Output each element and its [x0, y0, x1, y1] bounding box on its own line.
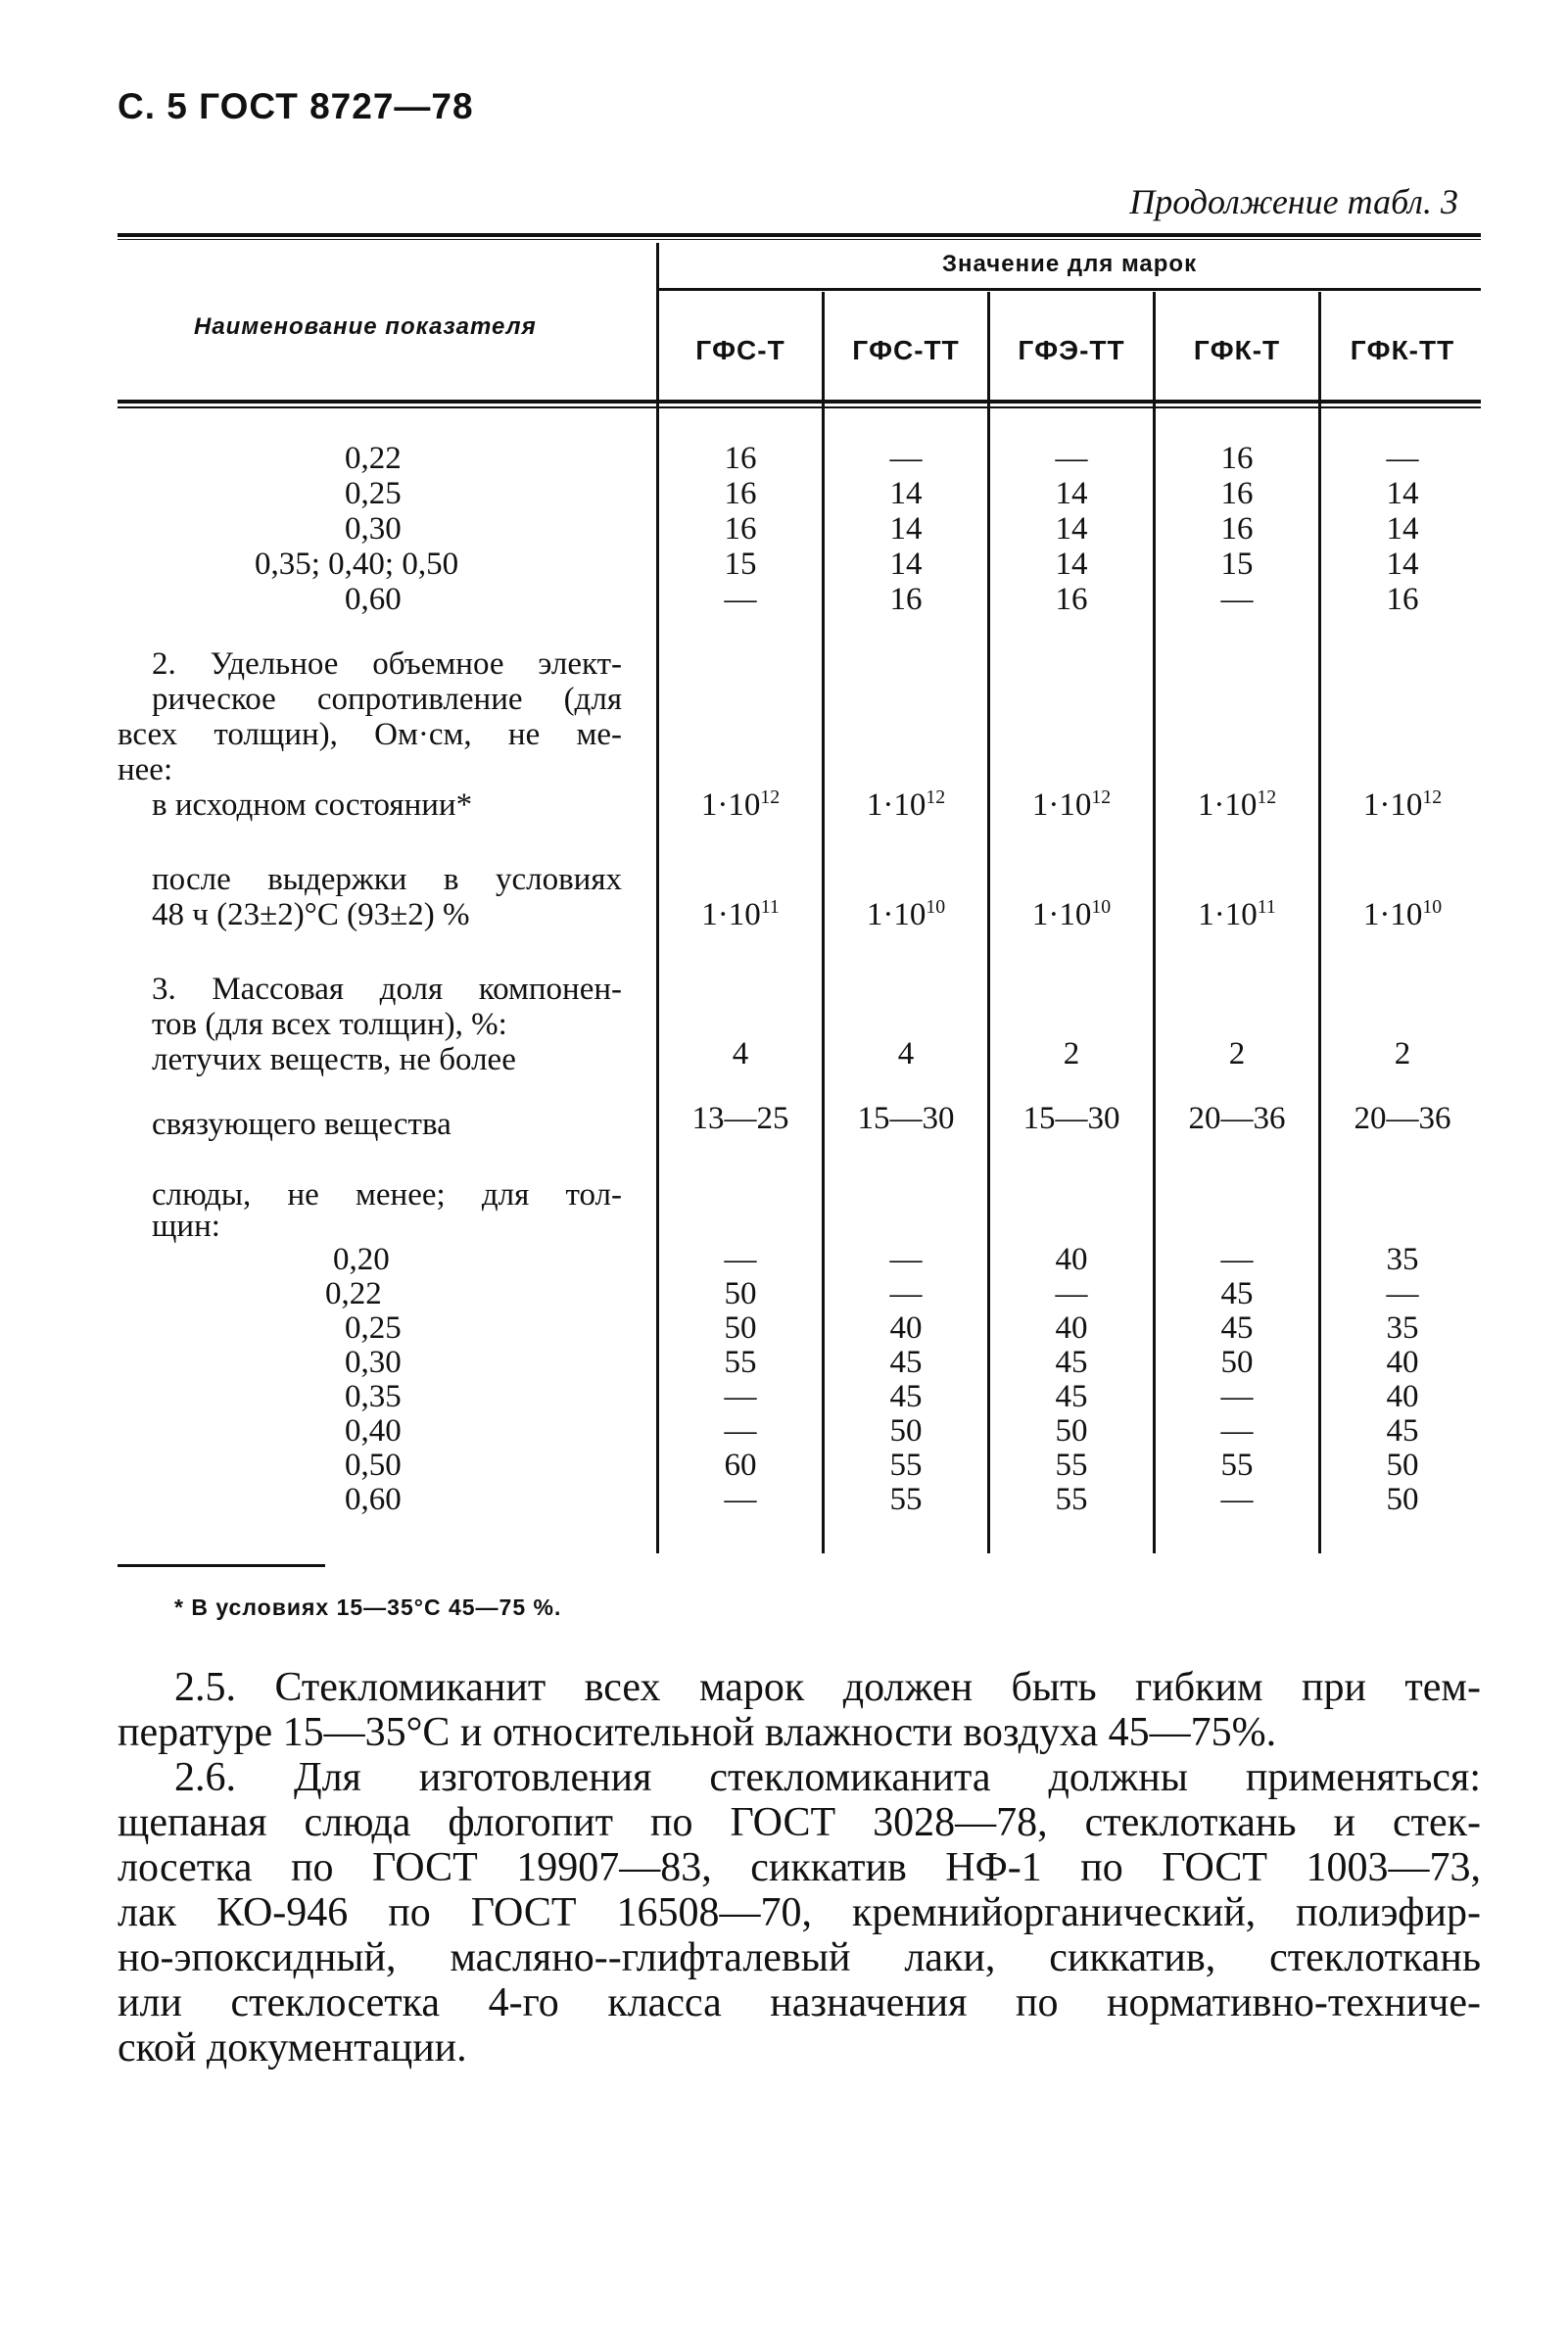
resistivity-value: [989, 787, 1154, 823]
resistivity-value: [1320, 897, 1485, 932]
section-3-title-line: тов (для всех толщин), %:: [152, 1007, 507, 1042]
resistivity-mantissa: 1·10: [701, 897, 761, 932]
paragraph-2-6-line: но-эпоксидный, масляно--глифталевый лаки, сиккатив, стеклоткань: [118, 1935, 1481, 1980]
resistivity-value: [658, 897, 823, 932]
table-cell: —: [1220, 1242, 1254, 1277]
table-cell: 20—36: [1188, 1101, 1286, 1136]
table-cell: 14: [889, 511, 923, 547]
table-cell: —: [1220, 1379, 1254, 1414]
table-cell: 14: [1055, 476, 1088, 511]
table-cell: 15: [1220, 547, 1254, 582]
table-cell: —: [724, 1482, 757, 1517]
resistivity-mantissa: 1·10: [1362, 897, 1423, 932]
initial-state-label: в исходном состоянии*: [152, 787, 473, 823]
thickness-label: 0,25: [345, 476, 402, 511]
table-cell: 14: [1055, 547, 1088, 582]
table-cell: —: [889, 1242, 923, 1277]
resistivity-exponent: 10: [1091, 896, 1112, 918]
paragraph-2-5-line: пературе 15—35°С и относительной влажности воздуха 45—75%.: [118, 1710, 1277, 1755]
table-cell: 16: [1055, 582, 1088, 617]
thickness-label: 0,60: [345, 582, 402, 617]
table-cell: 45: [1386, 1413, 1419, 1449]
table-cell: 55: [1055, 1482, 1088, 1517]
section-2-title-line: всех толщин), Ом·см, не ме-: [118, 717, 622, 752]
table-cell: —: [724, 582, 757, 617]
table-cell: 35: [1386, 1242, 1419, 1277]
resistivity-mantissa: 1·10: [1031, 897, 1092, 932]
table-cell: 14: [889, 547, 923, 582]
mica-thickness-label: 0,50: [345, 1448, 402, 1483]
mica-thickness-label: 0,20: [333, 1242, 390, 1277]
resistivity-value: [658, 787, 823, 823]
resistivity-exponent: 12: [926, 786, 946, 808]
section-3-title-line: 3. Массовая доля компонен-: [152, 972, 622, 1007]
resistivity-value: [824, 897, 988, 932]
table-cell: 4: [897, 1036, 915, 1071]
header-bottom-rule: [118, 400, 1481, 404]
table-cell: 55: [1220, 1448, 1254, 1483]
table-cell: —: [1055, 1276, 1088, 1311]
resistivity-mantissa: 1·10: [1362, 787, 1423, 823]
table-cell: 16: [724, 476, 757, 511]
paragraph-2-6-line: щепаная слюда флогопит по ГОСТ 3028—78, стеклоткань и стек-: [118, 1800, 1481, 1845]
table-caption: Продолжение табл. 3: [1129, 182, 1458, 221]
table-cell: 50: [1220, 1345, 1254, 1380]
table-cell: 14: [1386, 547, 1419, 582]
table-cell: 2: [1394, 1036, 1411, 1071]
table-cell: 14: [889, 476, 923, 511]
resistivity-mantissa: 1·10: [866, 787, 927, 823]
table-cell: 55: [889, 1482, 923, 1517]
table-cell: 40: [889, 1310, 923, 1346]
table-cell: —: [1220, 582, 1254, 617]
paragraph-2-6-line: ской документации.: [118, 2025, 467, 2070]
page-header: С. 5 ГОСТ 8727—78: [118, 86, 474, 126]
mica-thickness-label: 0,35: [345, 1379, 402, 1414]
section-2-title-line: рическое сопротивление (для: [152, 682, 622, 717]
column-header: ГФК-Т: [1193, 335, 1281, 365]
resistivity-mantissa: 1·10: [1197, 787, 1258, 823]
resistivity-mantissa: 1·10: [700, 787, 761, 823]
table-cell: —: [724, 1379, 757, 1414]
column-header: ГФК-ТТ: [1350, 335, 1455, 365]
column-header: ГФЭ-ТТ: [1018, 335, 1125, 365]
table-cell: 14: [1055, 511, 1088, 547]
volatile-label: летучих веществ, не более: [152, 1042, 516, 1077]
table-cell: —: [889, 441, 923, 476]
paragraph-2-5-line: 2.5. Стекломиканит всех марок должен быть гибким при тем-: [174, 1665, 1481, 1710]
table-top-rule-thin: [118, 239, 1481, 240]
table-cell: 55: [724, 1345, 757, 1380]
table-cell: 40: [1386, 1379, 1419, 1414]
table-cell: 45: [1220, 1310, 1254, 1346]
resistivity-mantissa: 1·10: [1198, 897, 1258, 932]
resistivity-value: [824, 787, 988, 823]
table-cell: 16: [724, 511, 757, 547]
table-cell: 16: [1386, 582, 1419, 617]
table-cell: 16: [1220, 511, 1254, 547]
resistivity-exponent: 11: [1257, 896, 1276, 918]
table-cell: 2: [1063, 1036, 1080, 1071]
mica-thickness-label: 0,40: [345, 1413, 402, 1449]
table-cell: 45: [1055, 1379, 1088, 1414]
mica-thickness-label: 0,60: [345, 1482, 402, 1517]
table-cell: 16: [1220, 476, 1254, 511]
resistivity-value: [1155, 787, 1319, 823]
table-cell: 45: [889, 1345, 923, 1380]
table-cell: 16: [889, 582, 923, 617]
resistivity-exponent: 12: [760, 786, 781, 808]
paragraph-2-6-line: лак КО-946 по ГОСТ 16508—70, кремнийорганический, полиэфир-: [118, 1890, 1481, 1935]
table-cell: —: [889, 1276, 923, 1311]
table-cell: 45: [1220, 1276, 1254, 1311]
resistivity-value: [989, 897, 1154, 932]
column-header: ГФС-Т: [695, 335, 785, 365]
thickness-label: 0,22: [345, 441, 402, 476]
table-cell: —: [724, 1413, 757, 1449]
table-cell: 55: [1055, 1448, 1088, 1483]
resistivity-exponent: 12: [1091, 786, 1112, 808]
header-bottom-rule-thin: [118, 406, 1481, 408]
paragraph-2-6-line: лосетка по ГОСТ 19907—83, сиккатив НФ-1 по ГОСТ 1003—73,: [118, 1845, 1481, 1890]
col-group-title: Значение для марок: [942, 251, 1198, 277]
resistivity-exponent: 12: [1257, 786, 1277, 808]
mica-label: щин:: [152, 1209, 220, 1244]
paragraph-2-6-line: 2.6. Для изготовления стекломиканита должны применяться:: [174, 1755, 1481, 1800]
table-cell: 14: [1386, 476, 1419, 511]
table-cell: —: [1055, 441, 1088, 476]
table-cell: —: [724, 1242, 757, 1277]
table-top-rule: [118, 233, 1481, 237]
param-header: Наименование показателя: [194, 313, 537, 340]
table-cell: 20—36: [1354, 1101, 1451, 1136]
mica-thickness-label: 0,22: [325, 1276, 382, 1311]
table-cell: 13—25: [691, 1101, 789, 1136]
section-2-title-line: нее:: [118, 752, 173, 787]
table-cell: 2: [1228, 1036, 1246, 1071]
resistivity-value: [1155, 897, 1319, 932]
table-cell: 15—30: [857, 1101, 955, 1136]
binder-label: связующего вещества: [152, 1107, 451, 1142]
resistivity-mantissa: 1·10: [866, 897, 927, 932]
resistivity-value: [1320, 787, 1485, 823]
resistivity-exponent: 11: [760, 896, 780, 918]
thickness-label: 0,30: [345, 511, 402, 547]
resistivity-exponent: 12: [1422, 786, 1443, 808]
table-cell: 4: [732, 1036, 749, 1071]
table-cell: 50: [724, 1276, 757, 1311]
group-header-rule: [656, 288, 1481, 291]
table-cell: 50: [889, 1413, 923, 1449]
table-cell: 14: [1386, 511, 1419, 547]
table-cell: 50: [1386, 1482, 1419, 1517]
table-cell: 60: [724, 1448, 757, 1483]
table-cell: 16: [1220, 441, 1254, 476]
table-cell: 50: [724, 1310, 757, 1346]
table-cell: 50: [1055, 1413, 1088, 1449]
table-cell: 45: [889, 1379, 923, 1414]
mica-thickness-label: 0,25: [345, 1310, 402, 1346]
mica-thickness-label: 0,30: [345, 1345, 402, 1380]
table-cell: 15—30: [1022, 1101, 1120, 1136]
thickness-label: 0,35; 0,40; 0,50: [255, 547, 459, 582]
resistivity-mantissa: 1·10: [1031, 787, 1092, 823]
table-cell: 40: [1055, 1310, 1088, 1346]
section-2-title-line: 2. Удельное объемное элект-: [152, 646, 622, 682]
after-exposure-label: 48 ч (23±2)°С (93±2) %: [152, 897, 470, 932]
table-cell: —: [1220, 1413, 1254, 1449]
resistivity-exponent: 10: [1422, 896, 1443, 918]
resistivity-exponent: 10: [926, 896, 946, 918]
footnote-rule: [118, 1564, 325, 1567]
table-cell: —: [1386, 1276, 1419, 1311]
table-cell: 40: [1386, 1345, 1419, 1380]
table-cell: 50: [1386, 1448, 1419, 1483]
table-cell: 40: [1055, 1242, 1088, 1277]
after-exposure-label: после выдержки в условиях: [152, 862, 622, 897]
table-cell: 16: [724, 441, 757, 476]
mica-label: слюды, не менее; для тол-: [152, 1177, 622, 1213]
table-cell: 35: [1386, 1310, 1419, 1346]
column-header: ГФС-ТТ: [852, 335, 960, 365]
table-cell: 55: [889, 1448, 923, 1483]
table-cell: 15: [724, 547, 757, 582]
table-cell: —: [1386, 441, 1419, 476]
table-cell: —: [1220, 1482, 1254, 1517]
paragraph-2-6-line: или стеклосетка 4-го класса назначения по нормативно-техниче-: [118, 1980, 1481, 2025]
table-cell: 45: [1055, 1345, 1088, 1380]
footnote: * В условиях 15—35°С 45—75 %.: [174, 1594, 562, 1620]
